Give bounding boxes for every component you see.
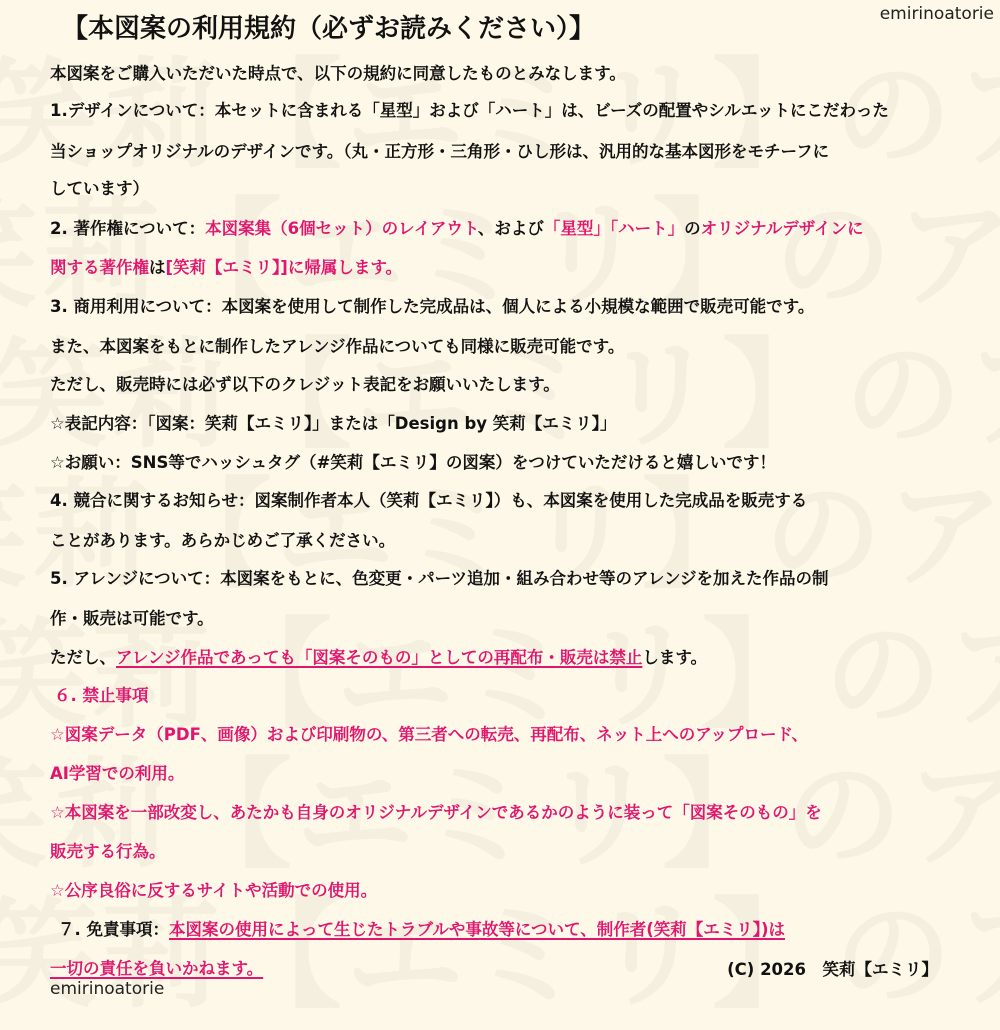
highlight-text: オリジナルデザインに bbox=[700, 219, 864, 238]
creator-handle: emirinoatorie bbox=[879, 4, 994, 24]
section3-line: ただし、販売時には必ず以下のクレジット表記をお願いいたします。 bbox=[50, 375, 560, 394]
section5-line: 作・販売は可能です。 bbox=[50, 609, 214, 628]
highlight-text: [笑莉【エミリ】]に帰属します。 bbox=[165, 258, 403, 277]
section2-line bbox=[50, 256, 402, 280]
prohibited-item: AI学習での利用。 bbox=[50, 764, 185, 783]
section7-heading: ７. 免責事項： bbox=[58, 920, 170, 939]
hashtag-request-line: ☆お願い：SNS等でハッシュタグ（#笑莉【エミリ】の図案）をつけていただけると嬉しいです！ bbox=[50, 453, 776, 472]
section4-line: ことがあります。あらかじめご了承ください。 bbox=[50, 531, 396, 550]
connector-text: の bbox=[684, 219, 701, 238]
section3-line: 3. 商用利用について：本図案を使用して制作した完成品は、個人による小規模な範囲で販売可能です。 bbox=[50, 297, 815, 316]
prohibited-item: 販売する行為。 bbox=[50, 842, 166, 861]
section2-heading: 2. 著作権について： bbox=[50, 219, 206, 238]
connector-text: します。 bbox=[642, 648, 708, 667]
highlight-text: アレンジ作品であっても「図案そのもの」としての再配布・販売は禁止 bbox=[116, 648, 643, 667]
highlight-text: 関する著作権 bbox=[50, 258, 149, 277]
copyright-text: (C) 2026 笑莉【エミリ】 bbox=[727, 960, 938, 979]
connector-text: ただし、 bbox=[50, 648, 116, 667]
section6-heading: ６. 禁止事項 bbox=[54, 686, 149, 705]
section4-line: 4. 競合に関するお知らせ：図案制作者本人（笑莉【エミリ】）も、本図案を使用した完成品を販売する bbox=[50, 491, 808, 510]
section2-line bbox=[50, 217, 864, 241]
section7-line bbox=[58, 918, 785, 942]
creator-handle: emirinoatorie bbox=[50, 979, 165, 999]
section1-line: 当ショップオリジナルのデザインです。（丸・正方形・三角形・ひし形は、汎用的な基本図形をモチーフに bbox=[50, 142, 830, 161]
intro-text: 本図案をご購入いただいた時点で、以下の規約に同意したものとみなします。 bbox=[50, 64, 626, 83]
page-title: 【本図案の利用規約（必ずお読みください）】 bbox=[62, 14, 596, 44]
highlight-text: 本図案の使用によって生じたトラブルや事故等について、制作者(笑莉【エミリ】)は bbox=[169, 920, 786, 939]
highlight-text: 本図案集（6個セット）のレイアウト bbox=[205, 219, 478, 238]
prohibited-item: ☆図案データ（PDF、画像）および印刷物の、第三者への転売、再配布、ネット上へのアップロード、 bbox=[50, 725, 809, 744]
section7-line: 一切の責任を負いかねます。 bbox=[50, 959, 264, 978]
prohibited-item: ☆公序良俗に反するサイトや活動での使用。 bbox=[50, 881, 378, 900]
section5-line bbox=[50, 646, 707, 670]
credit-format-line: ☆表記内容：「図案：笑莉【エミリ】」または「Design by 笑莉【エミリ】」 bbox=[50, 414, 617, 433]
connector-text: 、および bbox=[477, 219, 544, 238]
prohibited-item: ☆本図案を一部改変し、あたかも自身のオリジナルデザインであるかのように装って「図案そのもの」を bbox=[50, 803, 822, 822]
highlight-text: 「星型」「ハート」 bbox=[543, 219, 685, 238]
connector-text: は bbox=[149, 258, 166, 277]
section1-line: 1.デザインについて：本セットに含まれる「星型」および「ハート」は、ビーズの配置やシルエットにこだわった bbox=[50, 101, 889, 120]
section5-line: 5. アレンジについて：本図案をもとに、色変更・パーツ追加・組み合わせ等のアレンジを加えた作品の制 bbox=[50, 569, 829, 588]
section1-line: しています） bbox=[50, 179, 149, 198]
section3-line: また、本図案をもとに制作したアレンジ作品についても同様に販売可能です。 bbox=[50, 337, 625, 356]
